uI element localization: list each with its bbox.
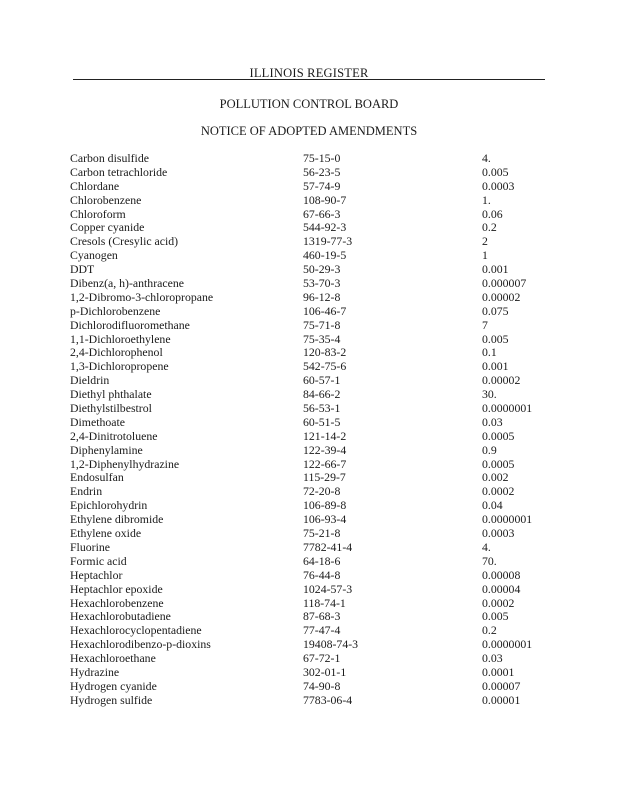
limit-value: 0.9 (482, 442, 497, 457)
table-row (70, 583, 550, 597)
cas-number: 106-93-4 (303, 512, 347, 527)
register-title: ILLINOIS REGISTER (249, 66, 369, 80)
limit-value: 0.001 (482, 359, 509, 374)
chemical-name: Cyanogen (70, 248, 118, 263)
table-row (70, 541, 550, 555)
cas-number: 60-57-1 (303, 373, 341, 388)
table-row (70, 666, 550, 680)
table-row (70, 374, 550, 388)
limit-value: 0.0003 (482, 178, 515, 193)
cas-number: 50-29-3 (303, 262, 341, 277)
limit-value: 1 (482, 248, 488, 263)
cas-number: 460-19-5 (303, 248, 347, 263)
cas-number: 56-53-1 (303, 401, 341, 416)
limit-value: 0.00002 (482, 373, 521, 388)
cas-number: 67-66-3 (303, 206, 341, 221)
chemical-name: Hydrogen cyanide (70, 678, 157, 693)
limit-value: 0.06 (482, 206, 503, 221)
chemical-name: Carbon disulfide (70, 151, 149, 165)
cas-number: 75-15-0 (303, 151, 341, 165)
limit-value: 0.0002 (482, 484, 515, 499)
table-row (70, 249, 550, 263)
table-row (70, 346, 550, 360)
limit-value: 0.2 (482, 220, 497, 235)
limit-value: 0.002 (482, 470, 509, 485)
chemical-name: Hexachlorodibenzo-p-dioxins (70, 637, 211, 652)
chemical-name: Chlordane (70, 178, 120, 193)
limit-value: 0.04 (482, 498, 503, 513)
limit-value: 1. (482, 192, 491, 207)
table-row (70, 416, 550, 430)
cas-number: 57-74-9 (303, 178, 341, 193)
cas-number: 56-23-5 (303, 164, 341, 179)
limit-value: 7 (482, 317, 488, 332)
cas-number: 75-21-8 (303, 526, 341, 541)
table-row (70, 624, 550, 638)
cas-number: 53-70-3 (303, 276, 341, 291)
cas-number: 118-74-1 (303, 595, 346, 610)
cas-number: 302-01-1 (303, 664, 347, 679)
table-row (70, 235, 550, 249)
limit-value: 0.2 (482, 623, 497, 638)
limit-value: 0.001 (482, 262, 509, 277)
chemical-name: Endosulfan (70, 470, 124, 485)
chemical-name: Dieldrin (70, 373, 110, 388)
table-row (70, 291, 550, 305)
cas-number: 75-71-8 (303, 317, 341, 332)
cas-number: 7783-06-4 (303, 692, 353, 707)
cas-number: 122-66-7 (303, 456, 347, 471)
cas-number: 115-29-7 (303, 470, 346, 485)
notice-title: NOTICE OF ADOPTED AMENDMENTS (200, 124, 418, 138)
table-row (70, 610, 550, 624)
chemical-name: Diethyl phthalate (70, 387, 152, 402)
table-row (70, 471, 550, 485)
board-title: POLLUTION CONTROL BOARD (219, 97, 399, 111)
cas-number: 108-90-7 (303, 192, 347, 207)
table-row (70, 485, 550, 499)
cas-number: 106-46-7 (303, 303, 347, 318)
cas-number: 7782-41-4 (303, 539, 353, 554)
chemical-name: 1,3-Dichloropropene (70, 359, 169, 374)
table-row (70, 444, 550, 458)
chemical-name: Dibenz(a, h)-anthracene (70, 276, 184, 291)
chemical-name: Hexachlorocyclopentadiene (70, 623, 202, 638)
table-row (70, 319, 550, 333)
chemical-name: Dimethoate (70, 414, 126, 429)
chemical-name: 2,4-Dichlorophenol (70, 345, 163, 360)
cas-number: 87-68-3 (303, 609, 341, 624)
table-row (70, 638, 550, 652)
limit-value: 0.0000001 (482, 512, 533, 527)
limit-value: 0.00001 (482, 692, 521, 707)
limit-value: 70. (482, 553, 497, 568)
chemical-name: Hexachlorobenzene (70, 595, 164, 610)
chemical-name: Carbon tetrachloride (70, 164, 168, 179)
limit-value: 0.0003 (482, 526, 515, 541)
limit-value: 0.0000001 (482, 401, 533, 416)
chemical-name: p-Dichlorobenzene (70, 303, 161, 318)
table-row (70, 458, 550, 472)
cas-number: 60-51-5 (303, 414, 341, 429)
table-row (70, 430, 550, 444)
cas-number: 67-72-1 (303, 651, 341, 666)
chemical-name: Cresols (Cresylic acid) (70, 234, 179, 249)
table-row (70, 680, 550, 694)
chemical-name: 1,2-Dibromo-3-chloropropane (70, 289, 214, 304)
chemical-name: Heptachlor (70, 567, 123, 582)
limit-value: 0.03 (482, 414, 503, 429)
table-row (70, 333, 550, 347)
chemical-name: Fluorine (70, 539, 110, 554)
limit-value: 0.005 (482, 164, 509, 179)
cas-number: 72-20-8 (303, 484, 341, 499)
chemical-name: Ethylene oxide (70, 526, 142, 541)
table-row (70, 194, 550, 208)
cas-number: 74-90-8 (303, 678, 341, 693)
table-row (70, 166, 550, 180)
limit-value: 0.0005 (482, 428, 515, 443)
table-row (70, 388, 550, 402)
chemical-name: Endrin (70, 484, 103, 499)
table-row (70, 652, 550, 666)
chemical-name: Ethylene dibromide (70, 512, 164, 527)
limit-value: 0.0005 (482, 456, 515, 471)
table-row (70, 402, 550, 416)
cas-number: 84-66-2 (303, 387, 341, 402)
cas-number: 1319-77-3 (303, 234, 353, 249)
limit-value: 0.00004 (482, 581, 521, 596)
table-row (70, 569, 550, 583)
header-rule (73, 79, 545, 80)
limit-value: 4. (482, 151, 491, 165)
cas-number: 121-14-2 (303, 428, 347, 443)
chemical-name: Chlorobenzene (70, 192, 142, 207)
cas-number: 76-44-8 (303, 567, 341, 582)
table-row (70, 360, 550, 374)
table-row (70, 555, 550, 569)
cas-number: 1024-57-3 (303, 581, 353, 596)
table-row (70, 263, 550, 277)
chemical-table (70, 152, 550, 708)
limit-value: 0.0000001 (482, 637, 533, 652)
chemical-name: DDT (70, 262, 95, 277)
cas-number: 542-75-6 (303, 359, 347, 374)
table-row (70, 513, 550, 527)
limit-value: 0.005 (482, 609, 509, 624)
cas-number: 122-39-4 (303, 442, 347, 457)
cas-number: 75-35-4 (303, 331, 341, 346)
chemical-name: Epichlorohydrin (70, 498, 148, 513)
table-row (70, 180, 550, 194)
limit-value: 0.005 (482, 331, 509, 346)
chemical-name: Hydrazine (70, 664, 120, 679)
table-row (70, 305, 550, 319)
limit-value: 0.1 (482, 345, 497, 360)
chemical-name: 2,4-Dinitrotoluene (70, 428, 158, 443)
limit-value: 0.0002 (482, 595, 515, 610)
limit-value: 0.00008 (482, 567, 521, 582)
cas-number: 544-92-3 (303, 220, 347, 235)
table-row (70, 527, 550, 541)
cas-number: 77-47-4 (303, 623, 341, 638)
limit-value: 0.000007 (482, 276, 527, 291)
chemical-name: Heptachlor epoxide (70, 581, 163, 596)
chemical-name: Diethylstilbestrol (70, 401, 152, 416)
limit-value: 0.075 (482, 303, 509, 318)
table-row (70, 597, 550, 611)
chemical-name: Hexachloroethane (70, 651, 156, 666)
table-row (70, 152, 550, 166)
table-row (70, 221, 550, 235)
table-row (70, 694, 550, 708)
limit-value: 0.00002 (482, 289, 521, 304)
table-row (70, 499, 550, 513)
limit-value: 30. (482, 387, 497, 402)
cas-number: 120-83-2 (303, 345, 347, 360)
cas-number: 106-89-8 (303, 498, 347, 513)
chemical-name: Chloroform (70, 206, 126, 221)
limit-value: 0.03 (482, 651, 503, 666)
chemical-name: Hydrogen sulfide (70, 692, 153, 707)
cas-number: 96-12-8 (303, 289, 341, 304)
table-row (70, 208, 550, 222)
limit-value: 0.00007 (482, 678, 521, 693)
limit-value: 4. (482, 539, 491, 554)
chemical-name: Diphenylamine (70, 442, 143, 457)
chemical-name: Hexachlorobutadiene (70, 609, 171, 624)
chemical-name: 1,2-Diphenylhydrazine (70, 456, 180, 471)
table-row (70, 277, 550, 291)
chemical-name: Formic acid (70, 553, 127, 568)
cas-number: 19408-74-3 (303, 637, 359, 652)
chemical-name: Copper cyanide (70, 220, 145, 235)
cas-number: 64-18-6 (303, 553, 341, 568)
limit-value: 0.0001 (482, 664, 515, 679)
chemical-name: 1,1-Dichloroethylene (70, 331, 171, 346)
limit-value: 2 (482, 234, 488, 249)
chemical-name: Dichlorodifluoromethane (70, 317, 190, 332)
